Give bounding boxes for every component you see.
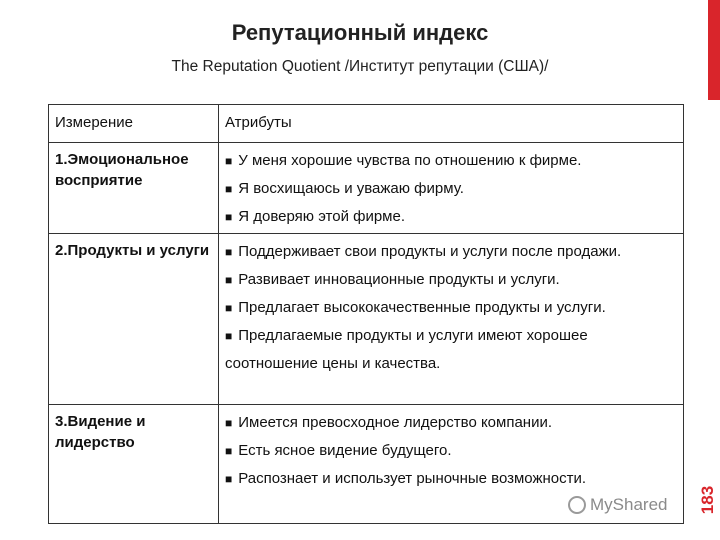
bullet-icon: ■ (225, 329, 233, 343)
attribute-item (225, 322, 677, 377)
dimension-cell: 1.Эмоциональное восприятие (49, 143, 219, 234)
attribute-text: Предлагает высококачественные продукты и услуги. (238, 299, 606, 316)
attribute-item (225, 437, 677, 465)
attribute-text: Предлагаемые продукты и услуги имеют хорошее соотношение цены и качества. (225, 327, 588, 372)
attribute-text: У меня хорошие чувства по отношению к фирме. (238, 152, 582, 169)
bullet-icon: ■ (225, 273, 233, 287)
attribute-text: Я доверяю этой фирме. (238, 208, 406, 225)
attribute-item (225, 203, 677, 231)
attribute-item (225, 238, 677, 266)
slide-subtitle: The Reputation Quotient /Институт репутации (США)/ (171, 58, 549, 75)
table-row (49, 234, 684, 405)
attributes-cell (219, 234, 684, 405)
attribute-item (225, 175, 677, 203)
attribute-text: Поддерживает свои продукты и услуги после продажи. (238, 243, 622, 260)
attribute-text: Развивает инновационные продукты и услуги. (238, 271, 560, 288)
header-dimension: Измерение (49, 105, 219, 143)
bullet-icon: ■ (225, 154, 233, 168)
attribute-text: Есть ясное видение будущего. (238, 442, 452, 459)
header-attributes: Атрибуты (219, 105, 684, 143)
logo-text: MyShared (590, 495, 668, 514)
bullet-icon: ■ (225, 444, 233, 458)
attribute-item (225, 147, 677, 175)
attribute-item (225, 465, 677, 493)
dimension-cell: 3.Видение и лидерство (49, 405, 219, 524)
slide-title: Репутационный индекс (231, 20, 489, 45)
attribute-item (225, 409, 677, 437)
bullet-icon: ■ (225, 472, 233, 486)
attribute-text: Имеется превосходное лидерство компании. (238, 414, 553, 431)
page-number: 183 (698, 485, 717, 515)
accent-bar (708, 0, 720, 100)
bullet-icon: ■ (225, 182, 233, 196)
attribute-text: Я восхищаюсь и уважаю фирму. (238, 180, 464, 197)
attributes-cell (219, 143, 684, 234)
table-row (49, 143, 684, 234)
bullet-icon: ■ (225, 245, 233, 259)
attribute-text: Распознает и использует рыночные возможности. (238, 470, 587, 487)
reputation-table (48, 104, 684, 524)
myshared-logo (568, 494, 667, 516)
table-header-row (49, 105, 684, 143)
bullet-icon: ■ (225, 301, 233, 315)
dimension-cell: 2.Продукты и услуги (49, 234, 219, 405)
logo-icon (568, 496, 586, 514)
attribute-item (225, 294, 677, 322)
bullet-icon: ■ (225, 416, 233, 430)
bullet-icon: ■ (225, 210, 233, 224)
attribute-item (225, 266, 677, 294)
